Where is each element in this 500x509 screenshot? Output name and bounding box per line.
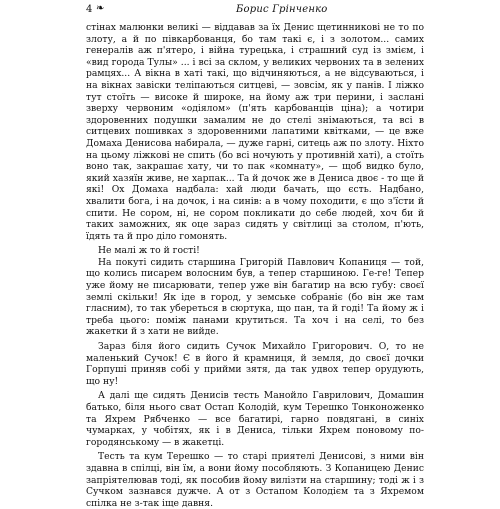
paragraph-5: А далі ще сидять Денисів тесть Манойло Гаврилович, Домашин батько, біля нього сват Остап Колодій, кум Терешко Тонконоженко та Яхрем Рябченко — все багатирі, гарно повдягані, в синіх чумарках, у чобітях, як і в Дениса, тільки Яхрем поновому по-городянськомy — в жакетці.: [86, 390, 424, 448]
ornament-icon: ❧: [96, 3, 105, 14]
paragraph-2: Не малі ж то й гості!: [98, 245, 200, 257]
paragraph-1: стінах малюнки великі — віддавав за їх Денис щетинникові не то по злоту, а й по півкарбованця, бо там такі є, і з золотом... самих генералів аж п'ятеро, і війна турецька, і страшний суд із змієм, і «вид города Тулы» ... і всі за склом, у великих червоних та в зелених рамцях... А вікна в хаті такі, що відчиняються, а не відсуваються, і на вікнах завіски теліпаються ситцеві, — зовсім, як у панів. І ліжко тут стоїть — високе й широке, на йому аж три перини, і заслані зверху червоним «одіялом» (п'ять карбованців ціна); а чотири здоровенних подушки замалим не до стелі знімаються, та всі в ситцевих пошивках з здоровенними лапатими квітками, — це вже Домаха Денисова набирала, — дуже гарні, ситець аж по злоту. Ніхто на цьому ліжкові не спить (бо всі ночують у противній хаті), а стоїть воно так, закрашає хату, чи то пак «комнату», — щоб видко було, який хазяїн живе, не харпак... Та й дочок же в Дениса двоє - то ще й які! Ох Домаха надбала: хай люди бачать, що єсть. Надбано, хвалити бога, і на дочок, і на синів: а в чому походити, є що з'їсти й спити. Не сором, ні, не сором покликати до себе людей, хоч би й таких заможних, як оце зараз сидять у світлиці за столом, п'ють, їдять та й про діло гомонять.: [86, 22, 424, 242]
paragraph-6: Тесть та кум Терешко — то старі приятелі Денисові, з ними він здавна в спілці, він їм, а вони йому пособляють. З Копаницею Денис запріятелював тоді, як пособив йому вилізти на старшину; тоді ж і з Сучком зазнався дужче. А от з Остапом Колодієм та з Яхремом спілка не з-так іще давня.: [86, 451, 424, 509]
body-text: [86, 22, 424, 509]
running-title: Борис Грінченко: [236, 4, 328, 15]
page-header: [86, 4, 426, 18]
paragraph-3: На покуті сидить старшина Григорій Павлович Копаниця — той, що колись писарем волосним був, а тепер старшиною. Ге-ге! Тепер уже йому не писарювати, тепер уже він багатир на всю губу: своєї землі скільки! Як іде в город, у земське собраніє (бо він же там гласним), то так убереться в сюртука, що пан, та й годі! Та йому ж і треба цього: поміж панами крутиться. Та хоч і на селі, то без жакетки й з хати не вийде.: [86, 256, 424, 338]
paragraph-4: Зараз біля його сидить Сучок Михайло Григорович. О, то не маленький Сучок! Є в його й крамниця, й земля, до своєї дочки Горпуші приняв собі у прийми зятя, да так удвох тепер орудують, що ну!: [86, 341, 424, 387]
page-number: 4: [86, 4, 93, 15]
